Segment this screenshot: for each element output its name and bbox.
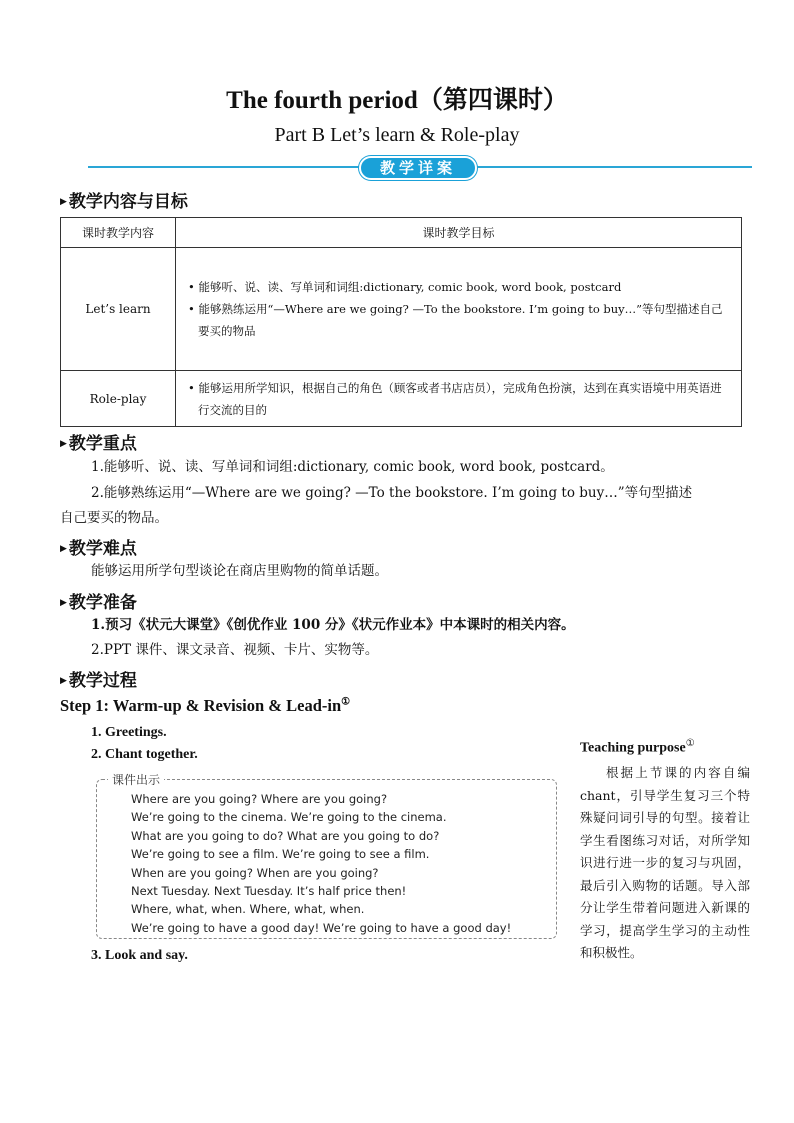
chant-line: Where, what, when. Where, what, when. (131, 902, 365, 917)
footnote-marker: ① (341, 696, 351, 708)
teaching-purpose-title (580, 738, 695, 757)
chant-line: What are you going to do? What are you going to do? (131, 828, 440, 843)
triangle-bullet-icon: ▶ (60, 598, 67, 608)
page-title: The fourth period（第四课时） (226, 87, 568, 114)
table-header-content: 课时教学内容 (61, 218, 176, 248)
triangle-bullet-icon: ▶ (60, 676, 67, 686)
chant-line: When are you going? When are you going? (131, 865, 379, 880)
chant-line: Where are you going? Where are you going? (131, 792, 388, 806)
chant-line: Next Tuesday. Next Tuesday. It’s half price then! (131, 884, 407, 899)
table-cell-goals (176, 248, 742, 371)
key-point-1: 1.能够听、说、读、写单词和词组:dictionary, comic book, word book, postcard。 (91, 459, 614, 475)
section-heading-text: 教学准备 (68, 593, 137, 613)
step1-title (60, 696, 350, 716)
table-cell-content: Let’s learn (61, 248, 176, 371)
chant-line: We’re going to have a good day! We’re going to have a good day! (131, 920, 512, 935)
section-heading-process (60, 666, 137, 691)
header-banner: 教学详案 (359, 156, 477, 180)
step1-item-1: 1. Greetings. (91, 725, 167, 740)
section-heading-goals (60, 187, 188, 212)
triangle-bullet-icon: ▶ (60, 439, 67, 449)
section-heading-text: 教学过程 (68, 671, 137, 691)
table-row (61, 371, 742, 427)
goal-item: • 能够听、说、读、写单词和词组:dictionary, comic book, word book, postcard (188, 280, 622, 294)
page-subtitle: Part B Let’s learn & Role-play (274, 124, 520, 146)
prep-item-1: 1.预习《状元大课堂》《创优作业 100 分》《状元作业本》中本课时的相关内容。 (91, 617, 575, 633)
table-header-goals: 课时教学目标 (176, 218, 742, 248)
section-heading-text: 教学重点 (68, 434, 137, 454)
key-point-2-cont: 自己要买的物品。 (60, 510, 168, 526)
triangle-bullet-icon: ▶ (60, 197, 67, 207)
goal-item: • 能够熟练运用“—Where are we going? —To the bookstore. I’m going to buy…”等句型描述自己要买的物品 (188, 302, 723, 338)
prep-item-2: 2.PPT 课件、课文录音、视频、卡片、实物等。 (91, 642, 379, 658)
goal-item: • 能够运用所学知识，根据自己的角色（顾客或者书店店员），完成角色扮演，达到在真实语境中用英语进行交流的目的 (188, 380, 722, 417)
section-heading-key (60, 429, 137, 454)
courseware-label: 课件出示 (108, 771, 164, 788)
triangle-bullet-icon: ▶ (60, 544, 67, 554)
key-point-2: 2.能够熟练运用“—Where are we going? —To the bookstore. I’m going to buy…”等句型描述 (91, 485, 693, 501)
section-heading-text: 教学内容与目标 (68, 192, 188, 212)
table-row (61, 248, 742, 371)
step1-item-3: 3. Look and say. (91, 948, 188, 963)
footnote-marker: ① (685, 738, 695, 749)
step1-item-2: 2. Chant together. (91, 747, 198, 762)
teaching-purpose-body: 根据上节课的内容自编 chant，引导学生复习三个特殊疑问词引导的句型。接着让学生看图练习对话，对所学知识进行进一步的复习与巩固，最后引入购物的话题。导入部分让学生带着问题进入新课的学习，提高学生学习的主动性和积极性。 (580, 765, 750, 960)
step1-title-text: Step 1: Warm-up & Revision & Lead-in (60, 696, 342, 715)
difficult-point: 能够运用所学句型谈论在商店里购物的简单话题。 (91, 563, 388, 579)
section-heading-text: 教学难点 (68, 539, 137, 559)
section-heading-prep (60, 588, 137, 613)
chant-line: We’re going to the cinema. We’re going to the cinema. (131, 810, 447, 825)
goals-table (60, 217, 742, 427)
chant-lines (131, 790, 511, 937)
table-header-row (61, 218, 742, 248)
teaching-purpose-title-text: Teaching purpose (580, 740, 686, 756)
chant-line: We’re going to see a film. We’re going to see a film. (131, 847, 430, 862)
table-cell-content: Role-play (61, 371, 176, 427)
table-cell-goals (176, 371, 742, 427)
section-heading-difficult (60, 534, 137, 559)
